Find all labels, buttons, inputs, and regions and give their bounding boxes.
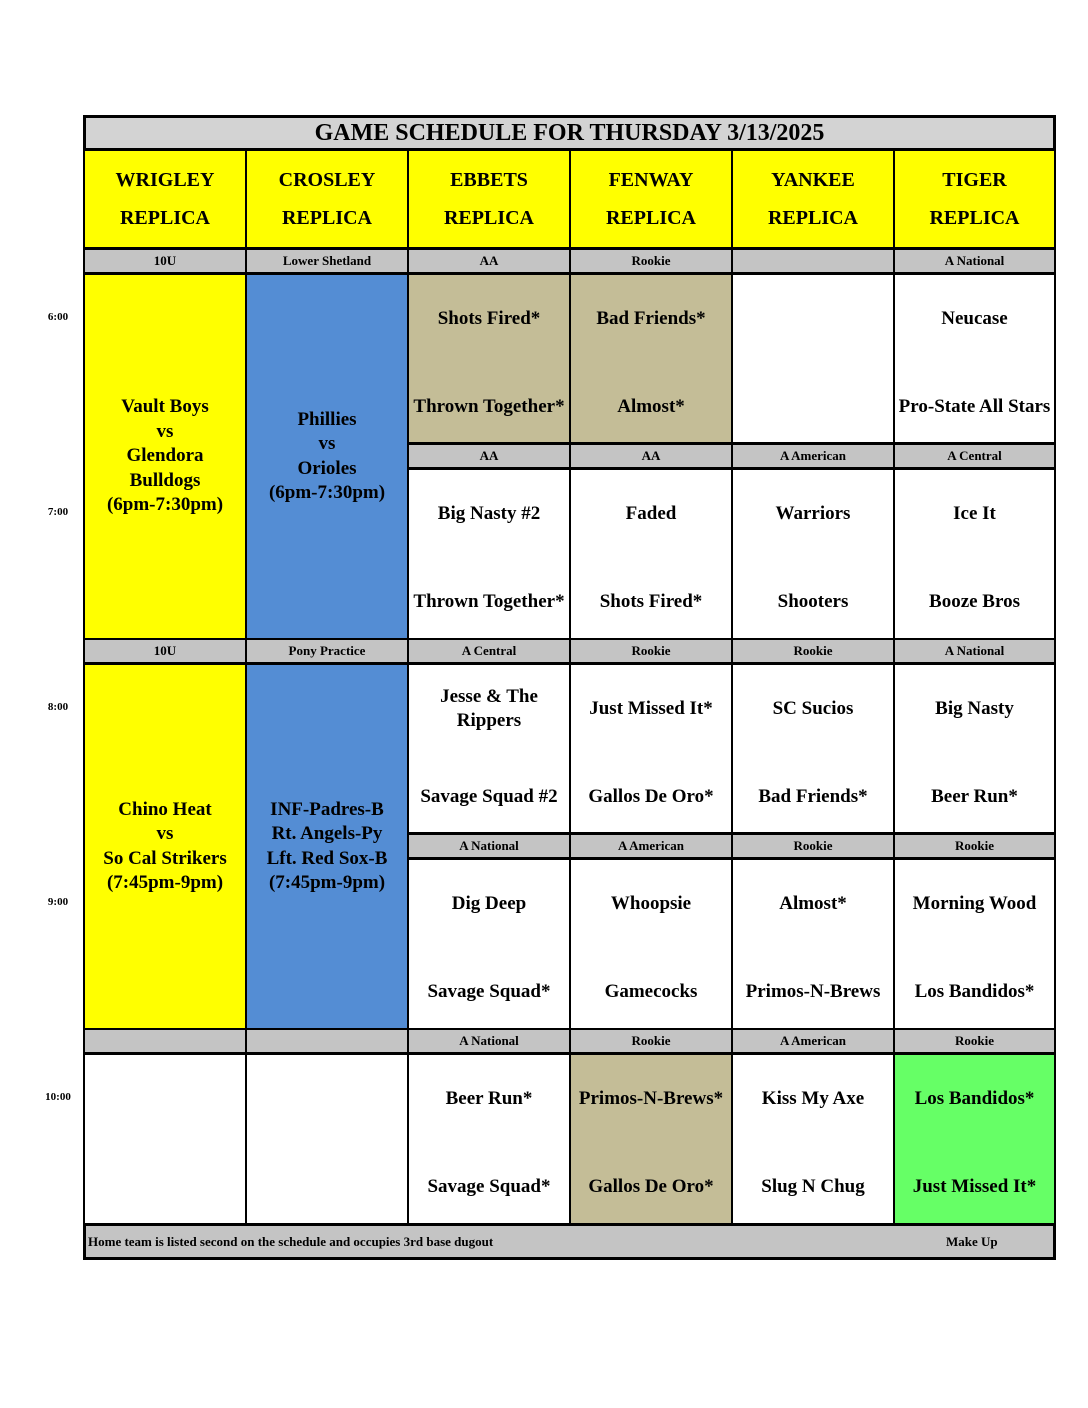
away-team: Kiss My Axe (761, 1088, 865, 1109)
field-name: CROSLEY (278, 169, 376, 191)
team-line: vs (156, 823, 174, 844)
game-cell (407, 1053, 571, 1225)
away-team: Los Bandidos* (914, 1088, 1035, 1109)
away-team: Just Missed It* (589, 698, 713, 719)
away-team: Beer Run* (445, 1088, 533, 1109)
time-label-7pm: 7:00 (47, 506, 69, 518)
home-team: Bad Friends* (758, 786, 868, 807)
level-label: AA (407, 443, 571, 469)
level-label: 10U (83, 638, 247, 664)
away-team: Bad Friends* (596, 308, 706, 329)
team-line: Chino Heat (118, 798, 212, 820)
schedule-title: GAME SCHEDULE FOR THURSDAY 3/13/2025 (83, 115, 1056, 151)
long-game-crosley-late (245, 663, 409, 1030)
away-team: Big Nasty (935, 698, 1014, 719)
away-team: Faded (625, 503, 677, 524)
away-team: Jesse & The Rippers (440, 686, 538, 731)
field-sub: REPLICA (767, 207, 858, 229)
home-team (247, 1163, 407, 1211)
team-line: Orioles (297, 457, 357, 479)
away-team: Ice It (953, 503, 996, 524)
level-label: Rookie (731, 638, 895, 664)
home-team: Slug N Chug (761, 1176, 865, 1197)
game-cell (407, 858, 571, 1030)
game-cell (731, 858, 895, 1030)
field-sub: REPLICA (929, 207, 1020, 229)
home-team: Savage Squad* (427, 981, 551, 1002)
time-label-10pm: 10:00 (45, 1091, 71, 1103)
away-team: Morning Wood (912, 893, 1037, 914)
game-cell (407, 273, 571, 444)
field-header-tiger (893, 149, 1056, 249)
long-game-wrigley-early (83, 273, 247, 640)
game-cell (731, 468, 895, 640)
game-cell (407, 663, 571, 834)
makeup-legend: Make Up (946, 1233, 998, 1249)
level-label: Lower Shetland (245, 248, 409, 274)
home-team: Thrown Together* (413, 591, 565, 612)
long-game-crosley-early (245, 273, 409, 640)
game-cell (893, 663, 1056, 834)
away-team: Warriors (775, 503, 851, 524)
home-team: Savage Squad #2 (420, 786, 558, 807)
away-team: Whoopsie (610, 893, 692, 914)
level-label: Rookie (893, 1028, 1056, 1054)
level-label: AA (407, 248, 571, 274)
team-line: So Cal Strikers (103, 847, 227, 869)
field-name: WRIGLEY (115, 169, 215, 191)
team-line: Lft. Red Sox-B (266, 847, 388, 869)
level-label: A National (893, 638, 1056, 664)
home-team: Thrown Together* (413, 396, 565, 417)
game-cell (569, 663, 733, 834)
home-team: Savage Squad* (427, 1176, 551, 1197)
level-label: A National (407, 1028, 571, 1054)
away-team (247, 1075, 407, 1123)
field-sub: REPLICA (605, 207, 696, 229)
field-sub: REPLICA (443, 207, 534, 229)
field-name: TIGER (942, 169, 1007, 191)
field-header-wrigley (83, 149, 247, 249)
level-label (731, 248, 895, 274)
home-team: Booze Bros (929, 591, 1020, 612)
home-team: Shots Fired* (599, 591, 703, 612)
level-label: Pony Practice (245, 638, 409, 664)
game-time: (6pm-7:30pm) (106, 494, 224, 516)
team-line: vs (318, 433, 336, 454)
home-team: Almost* (617, 396, 685, 417)
home-team: Shooters (777, 591, 849, 612)
game-cell (407, 468, 571, 640)
game-cell (893, 468, 1056, 640)
away-team (85, 1075, 245, 1123)
level-label (83, 1028, 247, 1054)
game-cell-makeup (893, 1053, 1056, 1225)
team-line: Glendora (126, 445, 204, 467)
field-sub: REPLICA (119, 207, 210, 229)
game-time: (6pm-7:30pm) (268, 482, 386, 503)
away-team: Almost* (779, 893, 847, 914)
home-team: Gallos De Oro* (588, 786, 714, 807)
home-team: Gamecocks (604, 981, 698, 1002)
game-cell (569, 273, 733, 444)
team-line: Phillies (297, 408, 357, 430)
away-team: Shots Fired* (437, 308, 541, 329)
home-team: Beer Run* (931, 786, 1018, 807)
footer-bar (83, 1223, 1056, 1260)
away-team: SC Sucios (772, 698, 854, 719)
schedule-table (83, 115, 1056, 1260)
away-team: Neucase (941, 308, 1008, 329)
home-team: Gallos De Oro* (588, 1176, 714, 1197)
field-name: YANKEE (771, 169, 855, 191)
team-line: Rt. Angels-Py (271, 823, 383, 844)
footer-note: Home team is listed second on the schedule and occupies 3rd base dugout (88, 1233, 494, 1249)
level-label: Rookie (569, 638, 733, 664)
time-label-8pm: 8:00 (47, 701, 69, 713)
level-label: A American (731, 443, 895, 469)
level-label: A Central (893, 443, 1056, 469)
field-header-yankee (731, 149, 895, 249)
field-name: FENWAY (608, 169, 694, 191)
level-label: AA (569, 443, 733, 469)
time-label-9pm: 9:00 (47, 896, 69, 908)
game-cell (731, 273, 895, 444)
game-cell (569, 858, 733, 1030)
team-line: Bulldogs (129, 469, 201, 491)
level-label: A Central (407, 638, 571, 664)
home-team: Just Missed It* (912, 1176, 1037, 1197)
game-cell (893, 858, 1056, 1030)
away-team: Primos-N-Brews* (578, 1088, 724, 1109)
game-cell (245, 1053, 409, 1225)
level-label: A American (569, 833, 733, 859)
long-game-wrigley-late (83, 663, 247, 1030)
team-line: vs (156, 420, 174, 442)
level-label: Rookie (731, 833, 895, 859)
game-cell (83, 1053, 247, 1225)
away-team: Big Nasty #2 (437, 503, 541, 524)
level-label (245, 1028, 409, 1054)
game-time: (7:45pm-9pm) (106, 872, 224, 893)
away-team (733, 295, 893, 343)
team-line: INF-Padres-B (270, 798, 384, 820)
level-label: Rookie (569, 1028, 733, 1054)
game-cell (893, 273, 1056, 444)
field-header-fenway (569, 149, 733, 249)
field-name: EBBETS (450, 169, 528, 191)
field-sub: REPLICA (281, 207, 372, 229)
home-team (733, 383, 893, 431)
field-header-ebbets (407, 149, 571, 249)
level-label: A National (407, 833, 571, 859)
time-label-6pm: 6:00 (47, 311, 69, 323)
level-label: Rookie (893, 833, 1056, 859)
level-label: A American (731, 1028, 895, 1054)
team-line: Vault Boys (121, 396, 209, 418)
home-team (85, 1163, 245, 1211)
game-cell (731, 1053, 895, 1225)
home-team: Los Bandidos* (914, 981, 1035, 1002)
level-label: A National (893, 248, 1056, 274)
game-cell (569, 468, 733, 640)
level-label: Rookie (569, 248, 733, 274)
level-label: 10U (83, 248, 247, 274)
home-team: Pro-State All Stars (898, 396, 1051, 417)
away-team: Dig Deep (451, 893, 527, 914)
game-cell (731, 663, 895, 834)
field-header-crosley (245, 149, 409, 249)
game-cell (569, 1053, 733, 1225)
game-time: (7:45pm-9pm) (268, 872, 386, 893)
home-team: Primos-N-Brews (745, 981, 881, 1002)
